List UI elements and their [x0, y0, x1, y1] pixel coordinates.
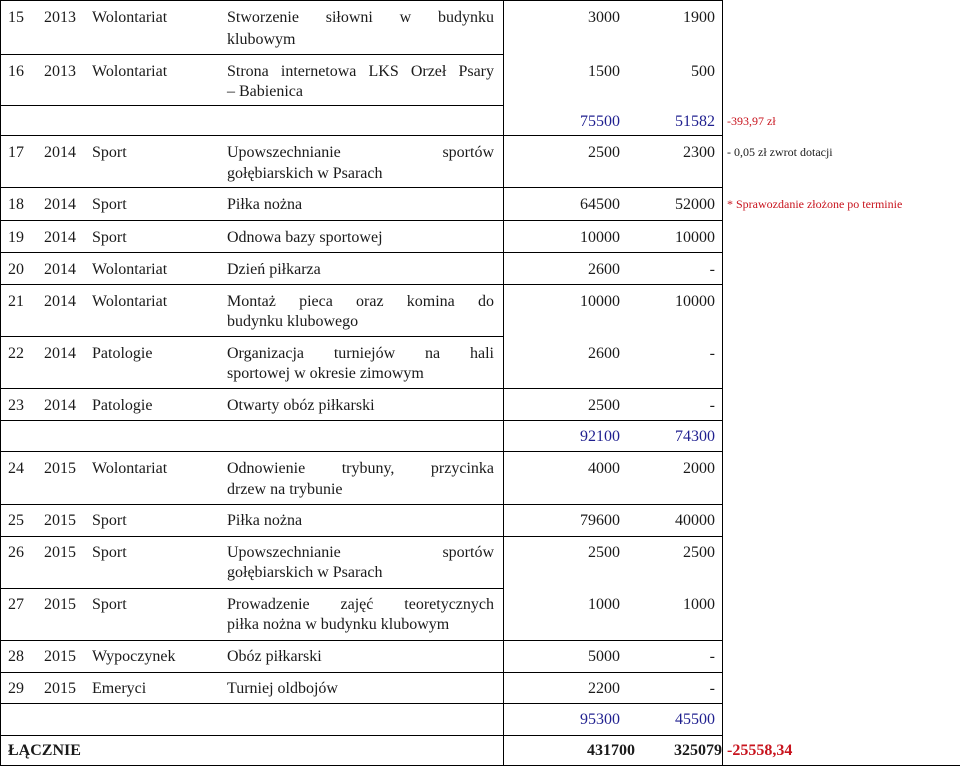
cell-requested: 1000 [588, 596, 620, 613]
cell-category: Wolontariat [92, 261, 168, 278]
cell-granted: - [709, 648, 715, 665]
total-granted: 325079 [674, 742, 722, 759]
row-rule [0, 220, 722, 221]
cell-category: Wolontariat [92, 460, 168, 477]
cell-year: 2013 [44, 9, 76, 26]
cell-requested: 4000 [588, 460, 620, 477]
cell-requested: 3000 [588, 9, 620, 26]
cell-year: 2014 [44, 293, 76, 310]
cell-requested: 2600 [588, 261, 620, 278]
row-rule [0, 105, 503, 106]
cell-task-line2: – Babienica [227, 83, 303, 100]
row-rule [0, 336, 503, 337]
cell-granted: 2300 [683, 144, 715, 161]
subtotal-2014-requested: 92100 [580, 428, 620, 445]
cell-task: Otwarty obóz piłkarski [227, 397, 375, 414]
cell-lp: 22 [8, 345, 24, 362]
row17-note: - 0,05 zł zwrot dotacji [727, 145, 833, 159]
cell-task: Piłka nożna [227, 512, 303, 529]
row-rule [0, 672, 722, 673]
subtotal-2013-requested: 75500 [580, 113, 620, 130]
cell-task-line2: klubowym [227, 31, 296, 48]
cell-lp: 29 [8, 680, 24, 697]
row-rule [0, 640, 722, 641]
cell-requested: 79600 [580, 512, 620, 529]
row-rule [0, 388, 722, 389]
cell-requested: 2500 [588, 397, 620, 414]
cell-task-line2: sportowej w okresie zimowym [227, 365, 424, 382]
subtotal-2015-requested: 95300 [580, 711, 620, 728]
cell-task: Strona internetowa LKS Orzeł Psary [227, 63, 494, 80]
cell-granted: 10000 [675, 229, 715, 246]
cell-granted: 500 [691, 63, 715, 80]
cell-lp: 25 [8, 512, 24, 529]
cell-year: 2015 [44, 512, 76, 529]
cell-category: Sport [92, 144, 127, 161]
row-rule [0, 504, 722, 505]
cell-year: 2015 [44, 648, 76, 665]
cell-granted: 2500 [683, 544, 715, 561]
total-label: ŁĄCZNIE [8, 742, 81, 759]
cell-year: 2015 [44, 680, 76, 697]
cell-year: 2015 [44, 544, 76, 561]
cell-requested: 2500 [588, 144, 620, 161]
total-requested: 431700 [587, 742, 635, 759]
cell-requested: 2500 [588, 544, 620, 561]
cell-year: 2014 [44, 229, 76, 246]
row-rule [0, 451, 722, 452]
cell-category: Sport [92, 596, 127, 613]
cell-lp: 20 [8, 261, 24, 278]
cell-year: 2014 [44, 345, 76, 362]
cell-year: 2015 [44, 460, 76, 477]
cell-lp: 16 [8, 63, 24, 80]
cell-requested: 64500 [580, 196, 620, 213]
cell-category: Sport [92, 544, 127, 561]
cell-category: Sport [92, 512, 127, 529]
row-rule [0, 284, 722, 285]
cell-task-line2: gołębiarskich w Psarach [227, 165, 383, 182]
cell-year: 2014 [44, 196, 76, 213]
cell-task-line2: gołębiarskich w Psarach [227, 564, 383, 581]
cell-requested: 5000 [588, 648, 620, 665]
cell-year: 2015 [44, 596, 76, 613]
cell-granted: 1900 [683, 9, 715, 26]
subtotal-2013-note: -393,97 zł [727, 114, 776, 128]
cell-requested: 10000 [580, 229, 620, 246]
cell-category: Wypoczynek [92, 648, 176, 665]
row-rule [0, 703, 722, 704]
cell-lp: 28 [8, 648, 24, 665]
col-rule [0, 0, 1, 766]
cell-category: Patologie [92, 345, 153, 362]
row18-note: * Sprawozdanie złożone po terminie [727, 197, 903, 211]
cell-lp: 19 [8, 229, 24, 246]
cell-requested: 2600 [588, 345, 620, 362]
cell-granted: 2000 [683, 460, 715, 477]
cell-lp: 23 [8, 397, 24, 414]
cell-requested: 1500 [588, 63, 620, 80]
row-rule [0, 588, 503, 589]
row-rule [0, 735, 722, 736]
cell-category: Wolontariat [92, 63, 168, 80]
subtotal-2015-granted: 45500 [675, 711, 715, 728]
subtotal-2013-granted: 51582 [675, 113, 715, 130]
row-rule [0, 135, 722, 136]
cell-lp: 26 [8, 544, 24, 561]
cell-task: Stworzenie siłowni w budynku [227, 9, 494, 26]
cell-granted: - [709, 680, 715, 697]
cell-granted: 1000 [683, 596, 715, 613]
total-difference: -25558,34 [727, 742, 793, 759]
cell-task-line2: budynku klubowego [227, 313, 359, 330]
cell-category: Sport [92, 229, 127, 246]
cell-task: Dzień piłkarza [227, 261, 321, 278]
cell-granted: 10000 [675, 293, 715, 310]
row-rule [0, 54, 503, 55]
cell-category: Patologie [92, 397, 153, 414]
row-rule [0, 187, 722, 188]
cell-task: Upowszechnianie sportów [227, 144, 494, 161]
cell-task: Odnowa bazy sportowej [227, 229, 383, 246]
cell-granted: - [709, 397, 715, 414]
col-rule [722, 0, 723, 765]
cell-category: Wolontariat [92, 9, 168, 26]
cell-task-line2: piłka nożna w budynku klubowym [227, 616, 450, 633]
cell-lp: 17 [8, 144, 24, 161]
cell-requested: 10000 [580, 293, 620, 310]
cell-task: Odnowienie trybuny, przycinka [227, 460, 494, 477]
row-rule [0, 420, 722, 421]
cell-granted: - [709, 345, 715, 362]
cell-granted: - [709, 261, 715, 278]
cell-task: Piłka nożna [227, 196, 303, 213]
cell-task-line2: drzew na trybunie [227, 481, 343, 498]
cell-granted: 40000 [675, 512, 715, 529]
cell-category: Emeryci [92, 680, 147, 697]
cell-lp: 24 [8, 460, 24, 477]
cell-lp: 27 [8, 596, 24, 613]
cell-year: 2013 [44, 63, 76, 80]
cell-task: Upowszechnianie sportów [227, 544, 494, 561]
cell-requested: 2200 [588, 680, 620, 697]
cell-granted: 52000 [675, 196, 715, 213]
row-rule [0, 536, 722, 537]
row-rule [0, 252, 722, 253]
row-rule [0, 0, 722, 1]
subtotal-2014-granted: 74300 [675, 428, 715, 445]
cell-task: Prowadzenie zajęć teoretycznych [227, 596, 494, 613]
cell-year: 2014 [44, 144, 76, 161]
cell-year: 2014 [44, 397, 76, 414]
cell-lp: 15 [8, 9, 24, 26]
col-rule [503, 0, 504, 765]
cell-task: Montaż pieca oraz komina do [227, 293, 494, 310]
cell-task: Obóz piłkarski [227, 648, 322, 665]
cell-lp: 21 [8, 293, 24, 310]
cell-category: Sport [92, 196, 127, 213]
cell-task: Turniej oldbojów [227, 680, 338, 697]
cell-year: 2014 [44, 261, 76, 278]
cell-lp: 18 [8, 196, 24, 213]
cell-task: Organizacja turniejów na hali [227, 345, 494, 362]
cell-category: Wolontariat [92, 293, 168, 310]
